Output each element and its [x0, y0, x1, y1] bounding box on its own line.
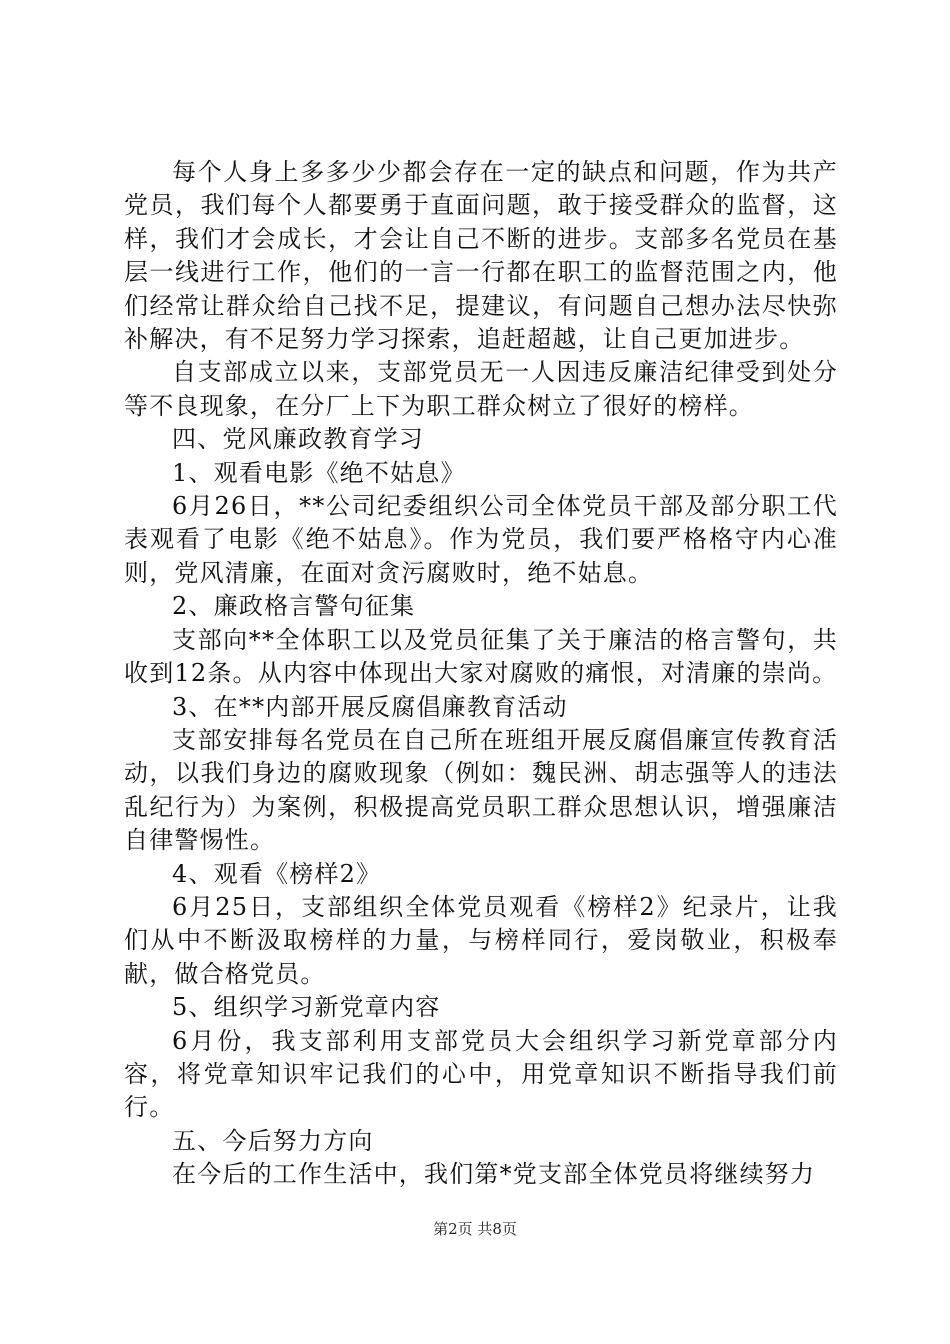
subheading-2: 2、廉政格言警句征集 [172, 592, 416, 621]
section-heading-4: 四、党风廉政教育学习 [172, 425, 424, 454]
paragraph-anti-corruption: 支部安排每名党员在自己所在班组开展反腐倡廉宣传教育活动，以我们身边的腐败现象（例如：魏民洲、胡志强等人的违法乱纪行为）为案例，积极提高党员职工群众思想认识，增强廉洁自律警惕性。 [124, 725, 838, 855]
document-body [124, 156, 838, 1192]
section-heading-5: 五、今后努力方向 [172, 1126, 374, 1155]
paragraph-motto-collection: 支部向**全体职工以及党员征集了关于廉洁的格言警句，共收到12条。从内容中体现出大家对腐败的痛恨，对清廉的崇尚。 [124, 625, 838, 688]
subheading-1: 1、观看电影《绝不姑息》 [172, 458, 466, 487]
paragraph-movie: 6月26日，**公司纪委组织公司全体党员干部及部分职工代表观看了电影《绝不姑息》。作为党员，我们要严格格守内心准则，党风清廉，在面对贪污腐败时，绝不姑息。 [124, 492, 838, 587]
paragraph-party-constitution: 6月份，我支部利用支部党员大会组织学习新党章部分内容，将党章知识牢记我们的心中，用党章知识不断指导我们前行。 [124, 1026, 838, 1122]
subheading-4: 4、观看《榜样2》 [172, 859, 382, 888]
page-number: 第2页 共8页 [433, 1220, 517, 1238]
page-footer [0, 1218, 950, 1239]
paragraph-self-criticism: 每个人身上多多少少都会存在一定的缺点和问题，作为共产党员，我们每个人都要勇于直面问题，敢于接受群众的监督，这样，我们才会成长，才会让自己不断的进步。支部多名党员在基层一线进行工作，他们的一言一行都在职工的监督范围之内，他们经常让群众给自己找不足，提建议，有问题自己想办法尽快弥补解决，有不足努力学习探索，追赶超越，让自己更加进步。 [124, 158, 838, 354]
subheading-3: 3、在**内部开展反腐倡廉教育活动 [172, 692, 568, 721]
paragraph-discipline-record: 自支部成立以来，支部党员无一人因违反廉洁纪律受到处分等不良现象，在分厂上下为职工群众树立了很好的榜样。 [124, 358, 838, 420]
paragraph-future: 在今后的工作生活中，我们第*党支部全体党员将继续努力 [172, 1160, 816, 1189]
subheading-5: 5、组织学习新党章内容 [172, 993, 441, 1022]
paragraph-role-model: 6月25日，支部组织全体党员观看《榜样2》纪录片，让我们从中不断汲取榜样的力量，与榜样同行，爱岗敬业，积极奉献，做合格党员。 [124, 892, 838, 988]
